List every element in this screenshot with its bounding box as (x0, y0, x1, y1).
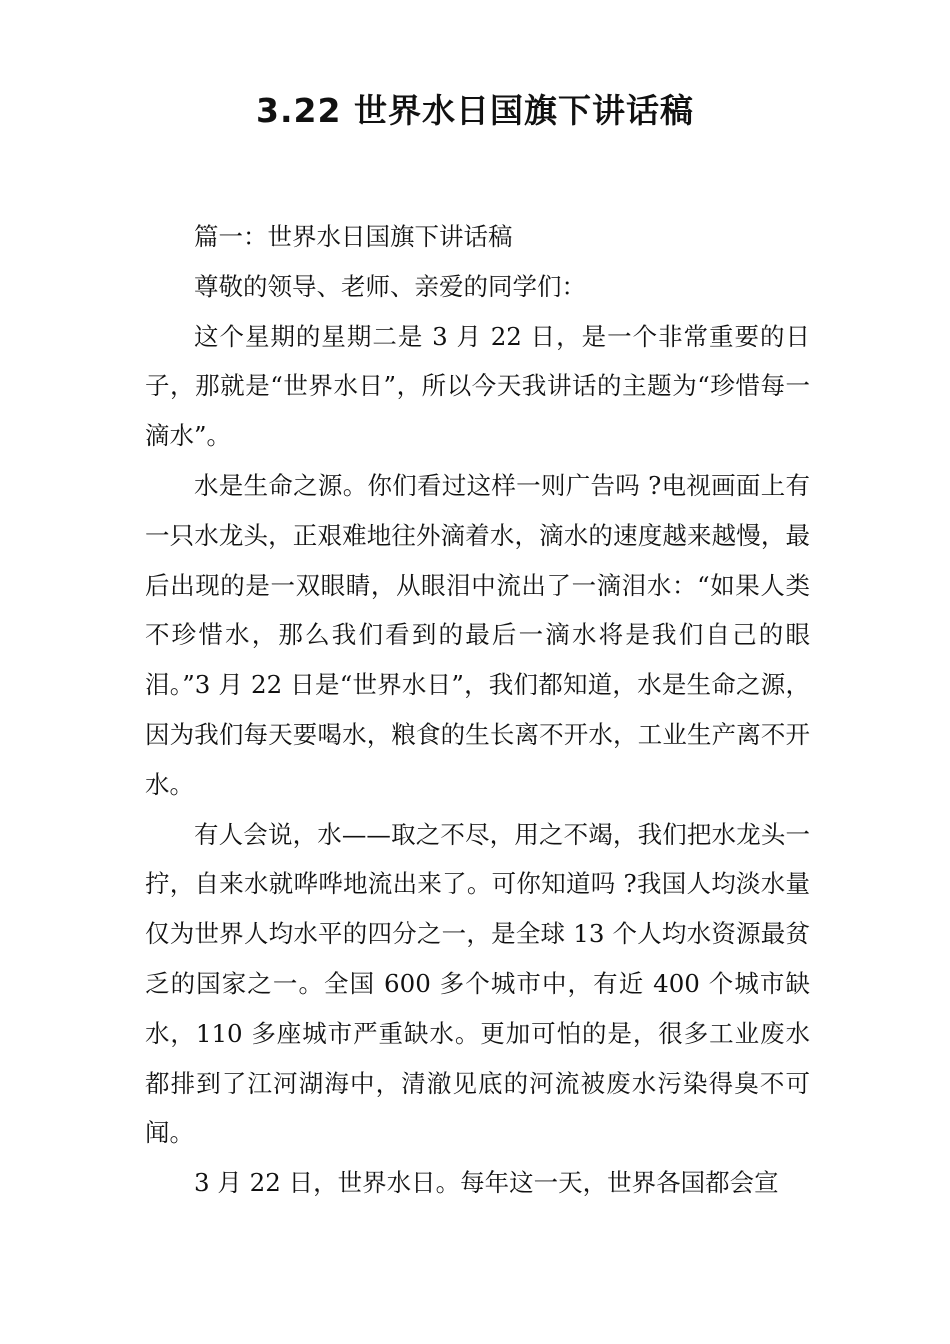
document-body (145, 212, 810, 1208)
body-paragraph: 有人会说，水——取之不尽，用之不竭，我们把水龙头一拧，自来水就哗哗地流出来了。可你知道吗 ?我国人均淡水量仅为世界人均水平的四分之一，是全球 13 个人均水资源最贫乏的国家之一。全国 600 多个城市中，有近 400 个城市缺水，110 多座城市严重缺水。更加可怕的是，很多工业废水都排到了江河湖海中，清澈见底的河流被废水污染得臭不可闻。 (145, 819, 810, 1148)
body-paragraph: 这个星期的星期二是 3 月 22 日，是一个非常重要的日子，那就是“世界水日”，所以今天我讲话的主题为“珍惜每一滴水”。 (145, 321, 810, 451)
body-paragraph: 水是生命之源。你们看过这样一则广告吗 ?电视画面上有一只水龙头，正艰难地往外滴着水，滴水的速度越来越慢，最后出现的是一双眼睛，从眼泪中流出了一滴泪水：“如果人类不珍惜水，那么我们看到的最后一滴水将是我们自己的眼泪。”3 月 22 日是“世界水日”，我们都知道，水是生命之源，因为我们每天要喝水，粮食的生长离不开水，工业生产离不开水。 (145, 470, 810, 799)
document-title: 3.22 世界水日国旗下讲话稿 (256, 91, 694, 130)
body-paragraph: 3 月 22 日，世界水日。每年这一天，世界各国都会宣 (194, 1168, 779, 1198)
section-heading: 篇一：世界水日国旗下讲话稿 (194, 222, 513, 251)
salutation: 尊敬的领导、老师、亲爱的同学们： (194, 271, 586, 301)
